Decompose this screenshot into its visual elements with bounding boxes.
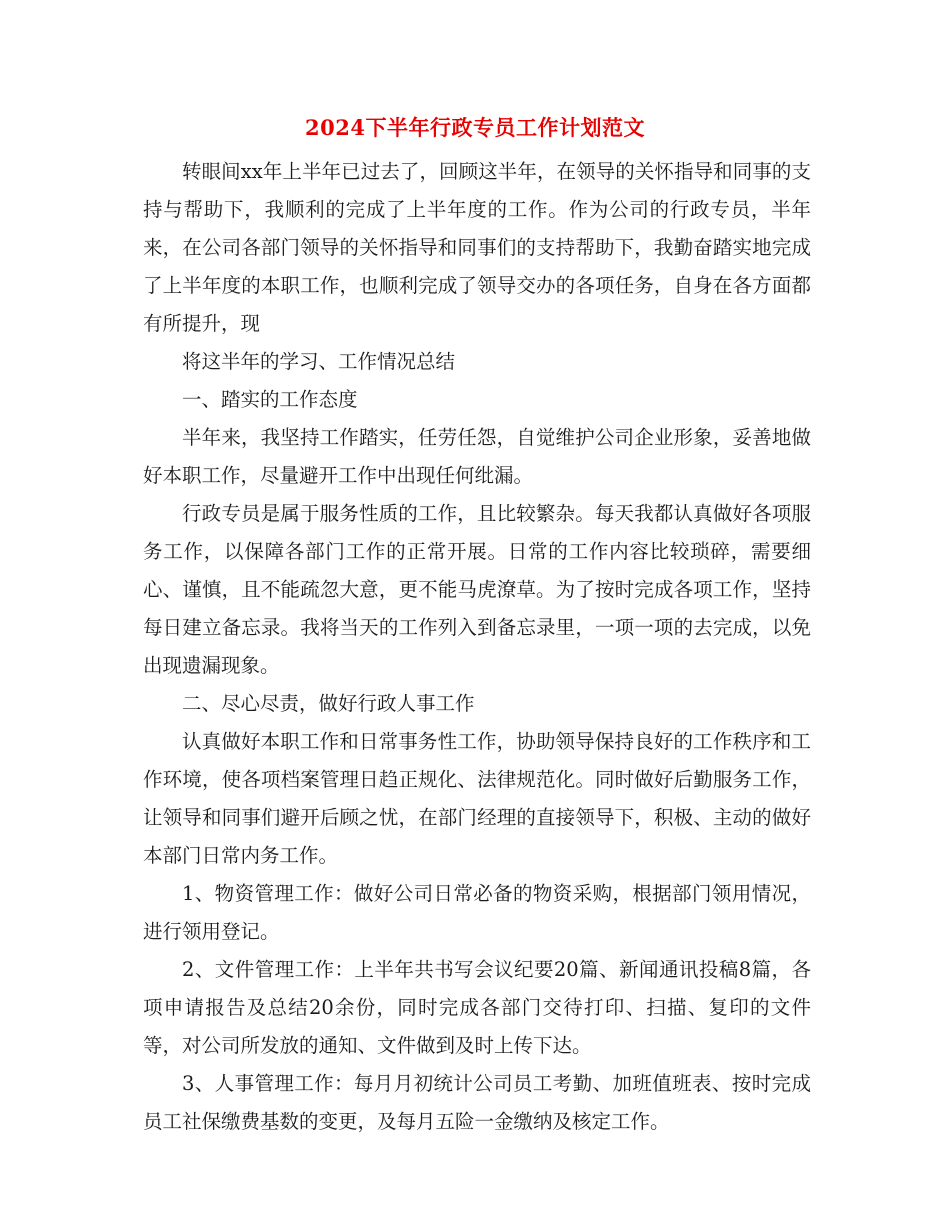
paragraph-attitude: 半年来，我坚持工作踏实，任劳任怨，自觉维护公司企业形象，妥善地做好本职工作，尽量避开工作中出现任何纰漏。	[143, 426, 811, 487]
document-body	[143, 153, 811, 1141]
paragraph-summary-lead: 将这半年的学习、工作情况总结	[182, 350, 456, 373]
paragraph-intro: 转眼间xx年上半年已过去了，回顾这半年，在领导的关怀指导和同事的支持与帮助下，我顺利的完成了上半年度的工作。作为公司的行政专员，半年来，在公司各部门领导的关怀指导和同事们的支持帮助下，我勤奋踏实地完成了上半年度的本职工作，也顺利完成了领导交办的各项任务，自身在各方面都有所提升，现	[143, 160, 811, 335]
paragraph-service-work: 行政专员是属于服务性质的工作，且比较繁杂。每天我都认真做好各项服务工作，以保障各部门工作的正常开展。日常的工作内容比较琐碎，需要细心、谨慎，且不能疏忽大意，更不能马虎潦草。为了按时完成各项工作，坚持每日建立备忘录。我将当天的工作列入到备忘录里，一项一项的去完成，以免出现遗漏现象。	[143, 502, 811, 677]
section-heading-1: 一、踏实的工作态度	[182, 388, 358, 411]
section-heading-2: 二、尽心尽责，做好行政人事工作	[182, 692, 475, 715]
paragraph-admin-work: 认真做好本职工作和日常事务性工作，协助领导保持良好的工作秩序和工作环境，使各项档案管理日趋正规化、法律规范化。同时做好后勤服务工作，让领导和同事们避开后顾之忧，在部门经理的直接领导下，积极、主动的做好本部门日常内务工作。	[143, 730, 811, 867]
list-item-personnel: 3、人事管理工作：每月月初统计公司员工考勤、加班值班表、按时完成员工社保缴费基数的变更，及每月五险一金缴纳及核定工作。	[143, 1072, 811, 1133]
list-item-materials: 1、物资管理工作：做好公司日常必备的物资采购，根据部门领用情况，进行领用登记。	[143, 882, 811, 943]
list-item-documents: 2、文件管理工作：上半年共书写会议纪要20篇、新闻通讯投稿8篇，各项申请报告及总结20余份，同时完成各部门交待打印、扫描、复印的文件等，对公司所发放的通知、文件做到及时上传下达。	[143, 958, 811, 1057]
document-title: 2024下半年行政专员工作计划范文	[305, 115, 645, 140]
